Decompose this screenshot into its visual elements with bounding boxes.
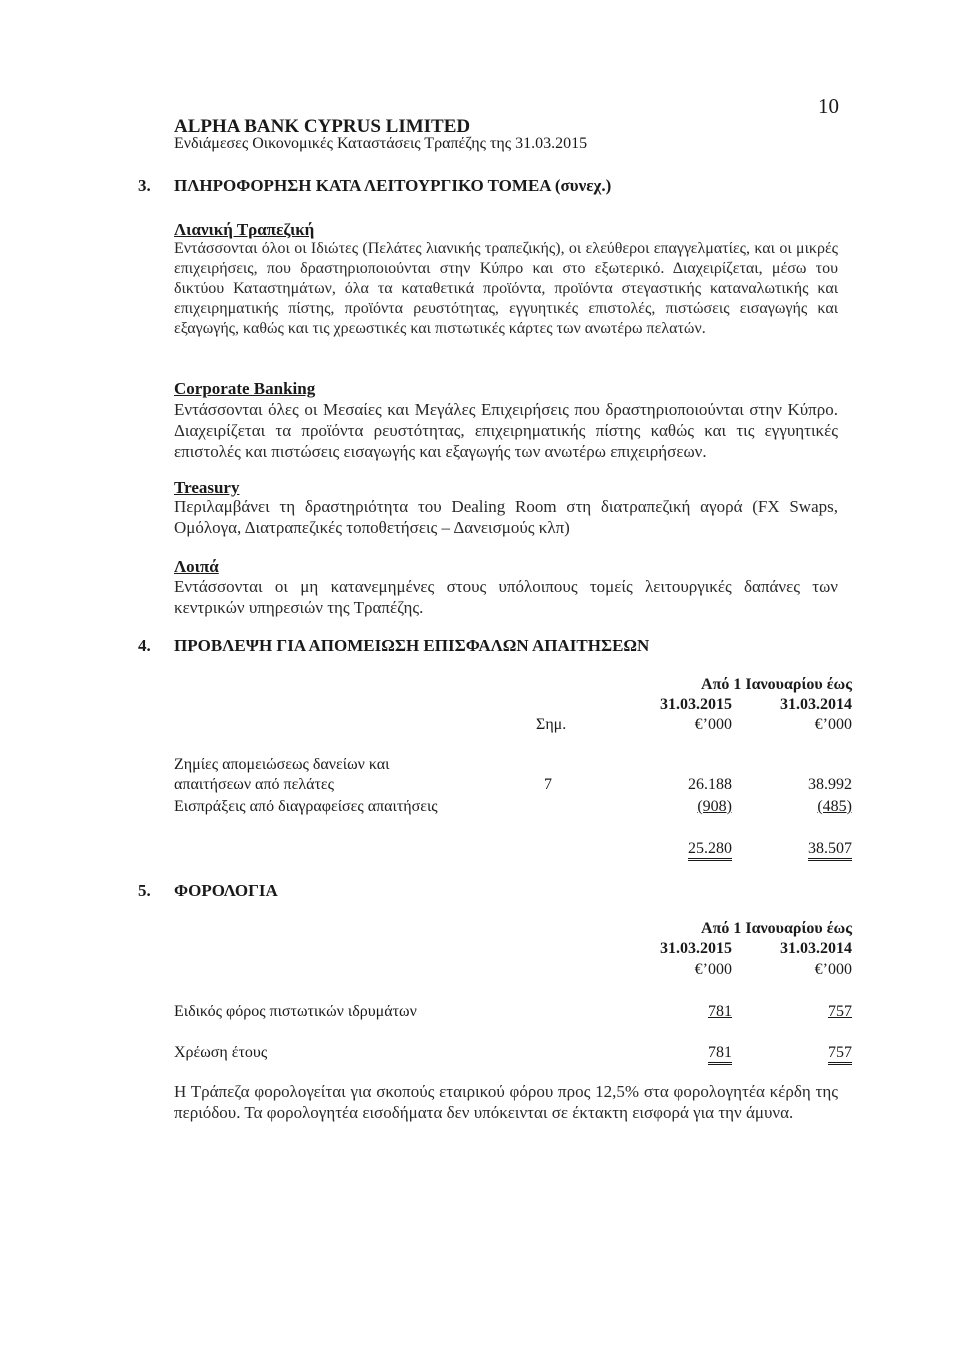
section4-currency2: €’000	[814, 716, 852, 733]
section5-currency1: €’000	[694, 961, 732, 978]
tax-paragraph: Η Τράπεζα φορολογείται για σκοπούς εταιρικού φόρου προς 12,5% στα φορολογητέα κέρδη της περιόδου. Τα φορολογητέα εισοδήματα δεν υπόκεινται σε έκτακτη εισφορά για την άμυνα.	[174, 1082, 838, 1122]
other-heading: Λοιπά	[174, 557, 219, 576]
corporate-heading: Corporate Banking	[174, 379, 316, 398]
section4-col2-date: 31.03.2014	[780, 696, 852, 713]
section4-total-v2: 38.507	[808, 840, 852, 861]
section3-number: 3.	[138, 176, 151, 195]
section4-title: ΠΡΟΒΛΕΨΗ ΓΙΑ ΑΠΟΜΕΙΩΣΗ ΕΠΙΣΦΑΛΩΝ ΑΠΑΙΤΗΣΕΩΝ	[174, 636, 650, 655]
retail-heading: Λιανική Τραπεζική	[174, 220, 315, 239]
treasury-paragraph: Περιλαμβάνει τη δραστηριότητα του Dealing Room στη διατραπεζική αγορά (FX Swaps, Ομόλογα, Διατραπεζικές τοποθετήσεις – Δανεισμούς κλπ)	[174, 497, 838, 537]
section5-col1-date: 31.03.2015	[660, 940, 732, 957]
section4-currency1: €’000	[694, 716, 732, 733]
section4-period-header: Από 1 Ιανουαρίου έως	[701, 676, 852, 693]
corporate-paragraph: Εντάσσονται όλες οι Μεσαίες και Μεγάλες Επιχειρήσεις που δραστηριοποιούνται στην Κύπρο. Διαχειρίζεται τα προϊόντα ρευστότητας, επιχειρηματικής πίστης καθώς και τις εγγυητικές επιστολές και πιστώσεις εισαγωγής και εξαγωγής των ανωτέρω επιχειρήσεων.	[174, 400, 838, 461]
section5-row2-v1: 781	[708, 1044, 732, 1065]
company-name: ALPHA BANK CYPRUS LIMITED	[174, 116, 471, 137]
section4-row1-v2: 38.992	[808, 776, 852, 793]
section5-row1-v2: 757	[828, 1003, 852, 1020]
section4-col1-date: 31.03.2015	[660, 696, 732, 713]
section5-row2-v2: 757	[828, 1044, 852, 1065]
section5-row1-v1: 781	[708, 1003, 732, 1020]
document-subtitle: Ενδιάμεσες Οικονομικές Καταστάσεις Τραπέζης της 31.03.2015	[174, 135, 588, 152]
section4-note-header: Σημ.	[536, 716, 567, 733]
section4-row1-note: 7	[544, 776, 552, 793]
section5-number: 5.	[138, 881, 151, 900]
section3-title: ΠΛΗΡΟΦΟΡΗΣΗ ΚΑΤΑ ΛΕΙΤΟΥΡΓΙΚΟ ΤΟΜΕΑ (συνεχ.)	[174, 176, 612, 195]
section4-row0-label: Ζημίες απομειώσεως δανείων και	[174, 756, 390, 773]
section4-total-v1: 25.280	[688, 840, 732, 861]
section5-period-header: Από 1 Ιανουαρίου έως	[701, 920, 852, 937]
section5-title: ΦΟΡΟΛΟΓΙΑ	[174, 881, 278, 900]
treasury-heading: Treasury	[174, 478, 240, 497]
page-number: 10	[818, 94, 839, 118]
retail-paragraph: Εντάσσονται όλοι οι Ιδιώτες (Πελάτες λιανικής τραπεζικής), οι ελεύθεροι επαγγελματίες, και οι μικρές επιχειρήσεις, που δραστηριοποιούνται στην Κύπρο και στο εξωτερικό. Διαχειρίζεται, μέσω του δικτύου Καταστημάτων, όλα τα καταθετικά προϊόντα, προϊόντα στεγαστικής καταναλωτικής και επιχειρηματικής πίστης, προϊόντα ρευστότητας, εγγυητικές επιστολές, πιστώσεις εισαγωγής και εξαγωγής, καθώς και τις χρεωστικές και πιστωτικές κάρτες των ανωτέρω πελατών.	[174, 240, 838, 337]
section4-number: 4.	[138, 636, 151, 655]
section5-row1-label: Ειδικός φόρος πιστωτικών ιδρυμάτων	[174, 1003, 417, 1020]
other-paragraph: Εντάσσονται οι μη κατανεμημένες στους υπόλοιπους τομείς λειτουργικές δαπάνες των κεντρικών υπηρεσιών της Τραπέζης.	[174, 577, 838, 617]
section4-row1-label: απαιτήσεων από πελάτες	[174, 776, 334, 793]
section4-row2-v1: (908)	[697, 798, 732, 815]
section5-col2-date: 31.03.2014	[780, 940, 852, 957]
section4-row2-label: Εισπράξεις από διαγραφείσες απαιτήσεις	[174, 798, 438, 815]
section5-currency2: €’000	[814, 961, 852, 978]
section4-row2-v2: (485)	[817, 798, 852, 815]
section5-row2-label: Χρέωση έτους	[174, 1044, 268, 1061]
section4-row1-v1: 26.188	[688, 776, 732, 793]
